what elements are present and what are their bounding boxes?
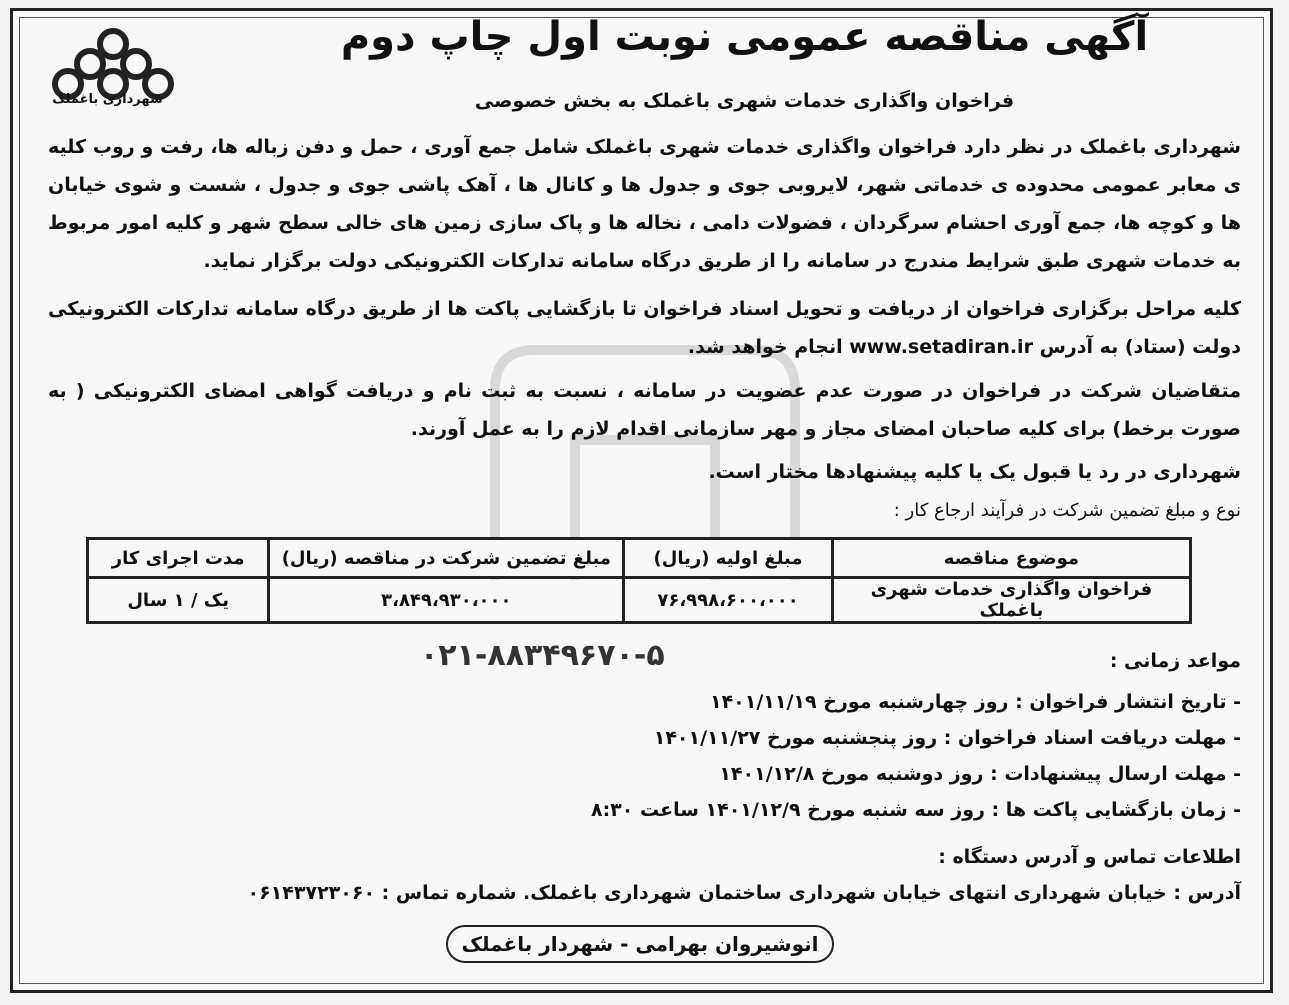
notice-subtitle: فراخوان واگذاری خدمات شهری باغملک به بخش خصوصی	[474, 90, 1015, 112]
schedule-item-opening: - زمان بازگشایی پاکت ها : روز سه شنبه مورخ ۱۴۰۱/۱۲/۹ ساعت ۸:۳۰	[590, 799, 1241, 821]
cell-duration: یک / ۱ سال	[88, 578, 269, 623]
municipality-logo-icon	[38, 22, 188, 122]
schedule-item-publish: - تاریخ انتشار فراخوان : روز چهارشنبه مورخ ۱۴۰۱/۱۱/۱۹	[709, 691, 1241, 713]
table-row	[88, 578, 1191, 623]
paragraph-registration: متقاضیان شرکت در فراخوان در صورت عدم عضویت در سامانه ، نسبت به ثبت نام و دریافت گواهی امضای الکترونیکی ( به صورت برخط) برای کلیه صاحبان امضای مجاز و مهر سازمانی اقدام لازم را به عمل آورند.	[48, 380, 1241, 440]
tender-table	[86, 537, 1192, 624]
cell-initial-amount: ۷۶،۹۹۸،۶۰۰،۰۰۰	[624, 578, 832, 623]
paragraph-rights: شهرداری در رد یا قبول یک یا کلیه پیشنهادها مختار است.	[708, 461, 1241, 483]
logo-caption: شهرداری باغملک	[52, 92, 163, 107]
contact-address: آدرس : خیابان شهرداری انتهای خیابان شهرداری ساختمان شهرداری باغملک. شماره تماس : ۰۶۱۴۳۷۲۳۰۶۰	[247, 882, 1241, 904]
contact-heading: اطلاعات تماس و آدرس دستگاه :	[938, 846, 1241, 868]
signature-box: انوشیروان بهرامی - شهردار باغملک	[446, 925, 834, 963]
notice-title: آگهی مناقصه عمومی نوبت اول چاپ دوم	[340, 14, 1149, 60]
schedule-item-submission: - مهلت ارسال پیشنهادات : روز دوشنبه مورخ ۱۴۰۱/۱۲/۸	[719, 763, 1241, 785]
paragraph-guarantee-heading: نوع و مبلغ تضمین شرکت در فرآیند ارجاع کار :	[893, 500, 1241, 521]
table-header-row	[88, 539, 1191, 578]
header-initial-amount: مبلغ اولیه (ریال)	[624, 539, 832, 578]
schedule-heading: مواعد زمانی :	[1109, 650, 1241, 672]
header-duration: مدت اجرای کار	[88, 539, 269, 578]
paragraph-intro: شهرداری باغملک در نظر دارد فراخوان واگذاری خدمات شهری باغملک شامل جمع آوری ، حمل و دفن زباله ها، رفت و روب کلیه ی معابر عمومی محدوده ی خدماتی شهر، لایروبی جوی و جدول ها و کانال ها ، آهک پاشی جوی و جدول ، شست و شوی خیابان ها و کوچه ها، جمع آوری احشام سرگردان ، فضولات دامی ، نخاله ها و پاک سازی زمین های خالی سطح شهر و کلیه امور مربوط به خدمات شهری طبق شرایط مندرج در سامانه را از طریق درگاه سامانه تدارکات الکترونیکی دولت برگزار نماید.	[48, 136, 1241, 272]
schedule-item-documents: - مهلت دریافت اسناد فراخوان : روز پنجشنبه مورخ ۱۴۰۱/۱۱/۲۷	[653, 727, 1241, 749]
header-guarantee-amount: مبلغ تضمین شرکت در مناقصه (ریال)	[269, 539, 624, 578]
watermark-phone: ۰۲۱-۸۸۳۴۹۶۷۰-۵	[420, 638, 665, 673]
cell-guarantee-amount: ۳،۸۴۹،۹۳۰،۰۰۰	[269, 578, 624, 623]
paragraph-procedure: کلیه مراحل برگزاری فراخوان از دریافت و تحویل اسناد فراخوان تا بازگشایی پاکت ها از طریق درگاه سامانه تدارکات الکترونیکی دولت (ستاد) به آدرس www.setadiran.ir انجام خواهد شد.	[48, 298, 1241, 358]
header-subject: موضوع مناقصه	[832, 539, 1190, 578]
cell-subject: فراخوان واگذاری خدمات شهری باغملک	[832, 578, 1190, 623]
schedule-list	[591, 684, 1241, 828]
